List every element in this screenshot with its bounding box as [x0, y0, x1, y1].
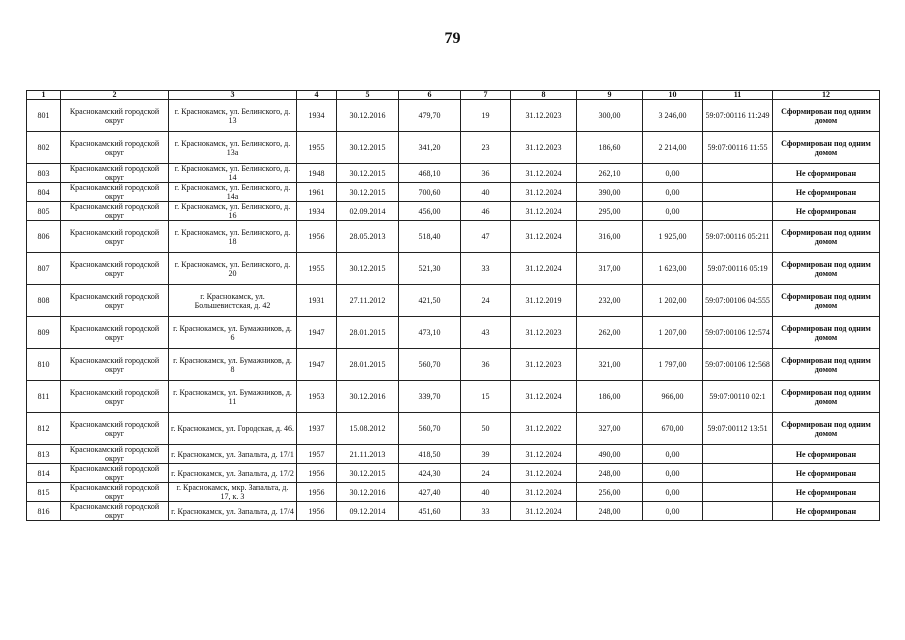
district-cell: Краснокамский городской округ — [61, 100, 169, 132]
land-area-cell: 3 246,00 — [643, 100, 703, 132]
row-number-cell: 809 — [27, 317, 61, 349]
resettle-area-cell: 232,00 — [577, 285, 643, 317]
deadline-cell: 31.12.2024 — [511, 164, 577, 183]
resettle-area-cell: 186,60 — [577, 132, 643, 164]
area-cell: 518,40 — [399, 221, 461, 253]
land-area-cell: 670,00 — [643, 413, 703, 445]
area-cell: 560,70 — [399, 413, 461, 445]
housing-registry-table — [26, 90, 880, 521]
row-number-cell: 802 — [27, 132, 61, 164]
land-area-cell: 966,00 — [643, 381, 703, 413]
table-row — [27, 445, 880, 464]
area-cell: 700,60 — [399, 183, 461, 202]
inspection-date-cell: 30.12.2015 — [337, 464, 399, 483]
residents-cell: 40 — [461, 183, 511, 202]
address-cell: г. Краснокамск, ул. Большевистская, д. 42 — [169, 285, 297, 317]
land-area-cell: 1 925,00 — [643, 221, 703, 253]
area-cell: 341,20 — [399, 132, 461, 164]
residents-cell: 43 — [461, 317, 511, 349]
year-built-cell: 1947 — [297, 317, 337, 349]
row-number-cell: 814 — [27, 464, 61, 483]
address-cell: г. Краснокамск, ул. Бумажников, д. 11 — [169, 381, 297, 413]
residents-cell: 24 — [461, 285, 511, 317]
resettle-area-cell: 248,00 — [577, 502, 643, 521]
area-cell: 468,10 — [399, 164, 461, 183]
district-cell: Краснокамский городской округ — [61, 253, 169, 285]
row-number-cell: 803 — [27, 164, 61, 183]
resettle-area-cell: 248,00 — [577, 464, 643, 483]
land-area-cell: 0,00 — [643, 183, 703, 202]
area-cell: 421,50 — [399, 285, 461, 317]
address-cell: г. Краснокамск, ул. Белинского, д. 16 — [169, 202, 297, 221]
address-cell: г. Краснокамск, мкр. Запальта, д. 17, к. 3 — [169, 483, 297, 502]
deadline-cell: 31.12.2024 — [511, 183, 577, 202]
land-status-cell: Не сформирован — [773, 483, 880, 502]
district-cell: Краснокамский городской округ — [61, 183, 169, 202]
deadline-cell: 31.12.2024 — [511, 253, 577, 285]
resettle-area-cell: 256,00 — [577, 483, 643, 502]
header-row — [27, 91, 880, 100]
address-cell: г. Краснокамск, ул. Запальта, д. 17/4 — [169, 502, 297, 521]
land-status-cell: Сформирован под одним домом — [773, 381, 880, 413]
inspection-date-cell: 28.01.2015 — [337, 317, 399, 349]
row-number-cell: 812 — [27, 413, 61, 445]
resettle-area-cell: 317,00 — [577, 253, 643, 285]
residents-cell: 23 — [461, 132, 511, 164]
row-number-cell: 816 — [27, 502, 61, 521]
land-status-cell: Не сформирован — [773, 445, 880, 464]
cadastral-number-cell — [703, 464, 773, 483]
year-built-cell: 1957 — [297, 445, 337, 464]
residents-cell: 15 — [461, 381, 511, 413]
land-status-cell: Сформирован под одним домом — [773, 349, 880, 381]
resettle-area-cell: 186,00 — [577, 381, 643, 413]
row-number-cell: 805 — [27, 202, 61, 221]
land-area-cell: 0,00 — [643, 464, 703, 483]
row-number-cell: 815 — [27, 483, 61, 502]
area-cell: 339,70 — [399, 381, 461, 413]
deadline-cell: 31.12.2024 — [511, 445, 577, 464]
address-cell: г. Краснокамск, ул. Белинского, д. 13а — [169, 132, 297, 164]
deadline-cell: 31.12.2019 — [511, 285, 577, 317]
district-cell: Краснокамский городской округ — [61, 221, 169, 253]
residents-cell: 33 — [461, 253, 511, 285]
table-row — [27, 132, 880, 164]
cadastral-number-cell — [703, 445, 773, 464]
land-status-cell: Сформирован под одним домом — [773, 253, 880, 285]
area-cell: 418,50 — [399, 445, 461, 464]
area-cell: 479,70 — [399, 100, 461, 132]
inspection-date-cell: 15.08.2012 — [337, 413, 399, 445]
district-cell: Краснокамский городской округ — [61, 317, 169, 349]
area-cell: 451,60 — [399, 502, 461, 521]
cadastral-number-cell: 59:07:00106 04:555 — [703, 285, 773, 317]
year-built-cell: 1931 — [297, 285, 337, 317]
column-header-4: 4 — [297, 91, 337, 100]
column-header-11: 11 — [703, 91, 773, 100]
inspection-date-cell: 09.12.2014 — [337, 502, 399, 521]
column-header-12: 12 — [773, 91, 880, 100]
column-header-9: 9 — [577, 91, 643, 100]
deadline-cell: 31.12.2024 — [511, 381, 577, 413]
cadastral-number-cell — [703, 502, 773, 521]
land-status-cell: Не сформирован — [773, 502, 880, 521]
address-cell: г. Краснокамск, ул. Бумажников, д. 8 — [169, 349, 297, 381]
land-area-cell: 1 207,00 — [643, 317, 703, 349]
land-status-cell: Не сформирован — [773, 202, 880, 221]
district-cell: Краснокамский городской округ — [61, 464, 169, 483]
year-built-cell: 1956 — [297, 221, 337, 253]
inspection-date-cell: 30.12.2016 — [337, 381, 399, 413]
year-built-cell: 1947 — [297, 349, 337, 381]
cadastral-number-cell: 59:07:00106 12:574 — [703, 317, 773, 349]
area-cell: 424,30 — [399, 464, 461, 483]
table-row — [27, 183, 880, 202]
residents-cell: 24 — [461, 464, 511, 483]
resettle-area-cell: 490,00 — [577, 445, 643, 464]
district-cell: Краснокамский городской округ — [61, 502, 169, 521]
year-built-cell: 1953 — [297, 381, 337, 413]
deadline-cell: 31.12.2024 — [511, 221, 577, 253]
land-status-cell: Сформирован под одним домом — [773, 221, 880, 253]
area-cell: 560,70 — [399, 349, 461, 381]
deadline-cell: 31.12.2024 — [511, 202, 577, 221]
land-status-cell: Сформирован под одним домом — [773, 285, 880, 317]
column-header-6: 6 — [399, 91, 461, 100]
cadastral-number-cell: 59:07:00116 11:55 — [703, 132, 773, 164]
resettle-area-cell: 316,00 — [577, 221, 643, 253]
land-area-cell: 0,00 — [643, 445, 703, 464]
land-status-cell: Сформирован под одним домом — [773, 317, 880, 349]
address-cell: г. Краснокамск, ул. Белинского, д. 18 — [169, 221, 297, 253]
year-built-cell: 1937 — [297, 413, 337, 445]
area-cell: 456,00 — [399, 202, 461, 221]
resettle-area-cell: 262,10 — [577, 164, 643, 183]
residents-cell: 33 — [461, 502, 511, 521]
district-cell: Краснокамский городской округ — [61, 202, 169, 221]
column-header-8: 8 — [511, 91, 577, 100]
inspection-date-cell: 30.12.2015 — [337, 253, 399, 285]
page-number: 79 — [444, 30, 461, 47]
column-header-5: 5 — [337, 91, 399, 100]
row-number-cell: 806 — [27, 221, 61, 253]
deadline-cell: 31.12.2023 — [511, 100, 577, 132]
cadastral-number-cell — [703, 202, 773, 221]
address-cell: г. Краснокамск, ул. Бумажников, д. 6 — [169, 317, 297, 349]
district-cell: Краснокамский городской округ — [61, 483, 169, 502]
district-cell: Краснокамский городской округ — [61, 132, 169, 164]
year-built-cell: 1961 — [297, 183, 337, 202]
inspection-date-cell: 30.12.2016 — [337, 100, 399, 132]
district-cell: Краснокамский городской округ — [61, 164, 169, 183]
cadastral-number-cell: 59:07:00112 13:51 — [703, 413, 773, 445]
residents-cell: 19 — [461, 100, 511, 132]
deadline-cell: 31.12.2023 — [511, 349, 577, 381]
inspection-date-cell: 28.05.2013 — [337, 221, 399, 253]
resettle-area-cell: 295,00 — [577, 202, 643, 221]
address-cell: г. Краснокамск, ул. Запальта, д. 17/1 — [169, 445, 297, 464]
cadastral-number-cell: 59:07:00116 05:19 — [703, 253, 773, 285]
column-header-7: 7 — [461, 91, 511, 100]
table-row — [27, 381, 880, 413]
year-built-cell: 1955 — [297, 253, 337, 285]
column-header-3: 3 — [169, 91, 297, 100]
residents-cell: 36 — [461, 164, 511, 183]
row-number-cell: 810 — [27, 349, 61, 381]
district-cell: Краснокамский городской округ — [61, 445, 169, 464]
cadastral-number-cell — [703, 164, 773, 183]
table-row — [27, 502, 880, 521]
cadastral-number-cell: 59:07:00116 11:249 — [703, 100, 773, 132]
inspection-date-cell: 30.12.2016 — [337, 483, 399, 502]
inspection-date-cell: 21.11.2013 — [337, 445, 399, 464]
column-header-10: 10 — [643, 91, 703, 100]
deadline-cell: 31.12.2024 — [511, 464, 577, 483]
residents-cell: 39 — [461, 445, 511, 464]
column-header-1: 1 — [27, 91, 61, 100]
cadastral-number-cell — [703, 183, 773, 202]
land-status-cell: Не сформирован — [773, 183, 880, 202]
deadline-cell: 31.12.2023 — [511, 132, 577, 164]
area-cell: 473,10 — [399, 317, 461, 349]
cadastral-number-cell: 59:07:00110 02:1 — [703, 381, 773, 413]
deadline-cell: 31.12.2024 — [511, 483, 577, 502]
land-area-cell: 0,00 — [643, 502, 703, 521]
address-cell: г. Краснокамск, ул. Белинского, д. 13 — [169, 100, 297, 132]
deadline-cell: 31.12.2024 — [511, 502, 577, 521]
residents-cell: 40 — [461, 483, 511, 502]
cadastral-number-cell: 59:07:00106 12:568 — [703, 349, 773, 381]
year-built-cell: 1948 — [297, 164, 337, 183]
land-status-cell: Сформирован под одним домом — [773, 132, 880, 164]
table-row — [27, 285, 880, 317]
residents-cell: 50 — [461, 413, 511, 445]
district-cell: Краснокамский городской округ — [61, 349, 169, 381]
land-status-cell: Не сформирован — [773, 464, 880, 483]
year-built-cell: 1956 — [297, 483, 337, 502]
district-cell: Краснокамский городской округ — [61, 285, 169, 317]
row-number-cell: 813 — [27, 445, 61, 464]
district-cell: Краснокамский городской округ — [61, 413, 169, 445]
table-row — [27, 464, 880, 483]
row-number-cell: 801 — [27, 100, 61, 132]
land-area-cell: 1 623,00 — [643, 253, 703, 285]
land-status-cell: Сформирован под одним домом — [773, 100, 880, 132]
district-cell: Краснокамский городской округ — [61, 381, 169, 413]
table-body — [27, 100, 880, 521]
year-built-cell: 1956 — [297, 464, 337, 483]
land-status-cell: Не сформирован — [773, 164, 880, 183]
table-row — [27, 100, 880, 132]
table-row — [27, 164, 880, 183]
table-row — [27, 253, 880, 285]
resettle-area-cell: 327,00 — [577, 413, 643, 445]
inspection-date-cell: 28.01.2015 — [337, 349, 399, 381]
residents-cell: 36 — [461, 349, 511, 381]
land-area-cell: 1 797,00 — [643, 349, 703, 381]
table-row — [27, 483, 880, 502]
row-number-cell: 811 — [27, 381, 61, 413]
land-status-cell: Сформирован под одним домом — [773, 413, 880, 445]
inspection-date-cell: 02.09.2014 — [337, 202, 399, 221]
row-number-cell: 808 — [27, 285, 61, 317]
area-cell: 521,30 — [399, 253, 461, 285]
land-area-cell: 2 214,00 — [643, 132, 703, 164]
year-built-cell: 1956 — [297, 502, 337, 521]
row-number-cell: 807 — [27, 253, 61, 285]
land-area-cell: 0,00 — [643, 164, 703, 183]
deadline-cell: 31.12.2022 — [511, 413, 577, 445]
deadline-cell: 31.12.2023 — [511, 317, 577, 349]
residents-cell: 47 — [461, 221, 511, 253]
table-row — [27, 221, 880, 253]
year-built-cell: 1955 — [297, 132, 337, 164]
year-built-cell: 1934 — [297, 202, 337, 221]
inspection-date-cell: 30.12.2015 — [337, 164, 399, 183]
inspection-date-cell: 30.12.2015 — [337, 183, 399, 202]
address-cell: г. Краснокамск, ул. Белинского, д. 14а — [169, 183, 297, 202]
table-row — [27, 317, 880, 349]
address-cell: г. Краснокамск, ул. Запальта, д. 17/2 — [169, 464, 297, 483]
table-row — [27, 202, 880, 221]
inspection-date-cell: 27.11.2012 — [337, 285, 399, 317]
address-cell: г. Краснокамск, ул. Белинского, д. 14 — [169, 164, 297, 183]
inspection-date-cell: 30.12.2015 — [337, 132, 399, 164]
land-area-cell: 0,00 — [643, 202, 703, 221]
resettle-area-cell: 262,00 — [577, 317, 643, 349]
area-cell: 427,40 — [399, 483, 461, 502]
land-area-cell: 0,00 — [643, 483, 703, 502]
resettle-area-cell: 390,00 — [577, 183, 643, 202]
year-built-cell: 1934 — [297, 100, 337, 132]
column-header-2: 2 — [61, 91, 169, 100]
resettle-area-cell: 300,00 — [577, 100, 643, 132]
cadastral-number-cell — [703, 483, 773, 502]
address-cell: г. Краснокамск, ул. Городская, д. 46. — [169, 413, 297, 445]
land-area-cell: 1 202,00 — [643, 285, 703, 317]
row-number-cell: 804 — [27, 183, 61, 202]
resettle-area-cell: 321,00 — [577, 349, 643, 381]
residents-cell: 46 — [461, 202, 511, 221]
table-row — [27, 349, 880, 381]
table-row — [27, 413, 880, 445]
address-cell: г. Краснокамск, ул. Белинского, д. 20 — [169, 253, 297, 285]
cadastral-number-cell: 59:07:00116 05:211 — [703, 221, 773, 253]
